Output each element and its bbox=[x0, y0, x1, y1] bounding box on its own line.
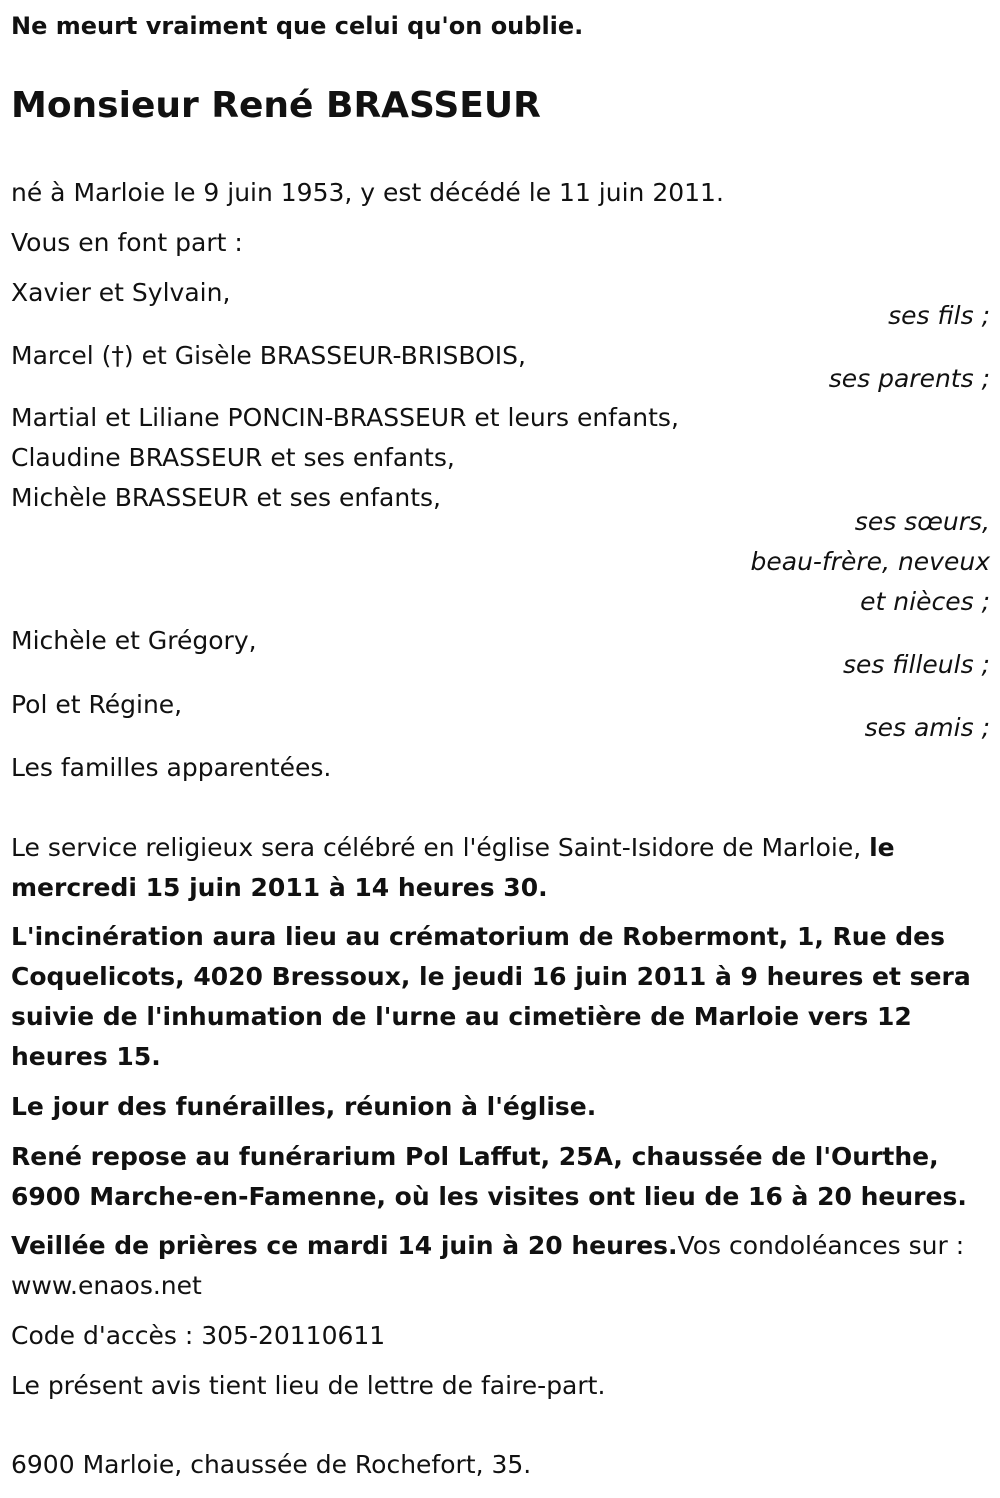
friends-names: Pol et Régine, bbox=[11, 690, 183, 719]
friends-role: ses amis ; bbox=[864, 713, 990, 742]
cremation-paragraph: L'incinération aura lieu au crématorium de Robermont, 1, Rue des Coquelicots, 4020 Bressoux, le jeudi 16 juin 2011 à 9 heures et sera suivie de l'inhumation de l'urne au cimetière de Marloie vers 12 heures 15. bbox=[11, 922, 971, 1071]
birth-death-line: né à Marloie le 9 juin 1953, y est décédé le 11 juin 2011. bbox=[11, 178, 724, 207]
parents-role: ses parents ; bbox=[828, 364, 990, 393]
vigil-paragraph bbox=[11, 1226, 991, 1306]
siblings-role-1: ses sœurs, bbox=[854, 507, 990, 536]
deceased-name: Monsieur René BRASSEUR bbox=[11, 85, 541, 126]
siblings-role-3: et nièces ; bbox=[860, 587, 990, 616]
siblings-role-2: beau-frère, neveux bbox=[750, 547, 990, 576]
godchildren-role: ses filleuls ; bbox=[843, 650, 990, 679]
address-line: 6900 Marloie, chaussée de Rochefort, 35. bbox=[11, 1450, 532, 1479]
motto: Ne meurt vraiment que celui qu'on oublie. bbox=[11, 12, 584, 40]
service-text: Le service religieux sera célébré en l'église Saint-Isidore de Marloie, bbox=[11, 833, 870, 862]
siblings-name-2: Claudine BRASSEUR et ses enfants, bbox=[11, 443, 455, 472]
rest-paragraph: René repose au funérarium Pol Laffut, 25A, chaussée de l'Ourthe, 6900 Marche-en-Famenne, où les visites ont lieu de 16 à 20 heures. bbox=[11, 1142, 967, 1211]
siblings-name-3: Michèle BRASSEUR et ses enfants, bbox=[11, 483, 441, 512]
service-paragraph bbox=[11, 828, 991, 908]
vigil-text: Veillée de prières ce mardi 14 juin à 20 heures. bbox=[11, 1231, 678, 1260]
announce-intro: Vous en font part : bbox=[11, 228, 243, 257]
condolences-text: Vos condoléances sur : www.enaos.net bbox=[11, 1231, 965, 1300]
service-date: le mercredi 15 juin 2011 à 14 heures 30. bbox=[11, 833, 895, 902]
access-code: Code d'accès : 305-20110611 bbox=[11, 1321, 386, 1350]
relatives-line: Les familles apparentées. bbox=[11, 753, 332, 782]
parents-names: Marcel (†) et Gisèle BRASSEUR-BRISBOIS, bbox=[11, 341, 526, 370]
meeting-line: Le jour des funérailles, réunion à l'église. bbox=[11, 1092, 597, 1121]
godchildren-names: Michèle et Grégory, bbox=[11, 626, 257, 655]
notice-line: Le présent avis tient lieu de lettre de faire-part. bbox=[11, 1371, 606, 1400]
sons-role: ses fils ; bbox=[888, 301, 990, 330]
siblings-name-1: Martial et Liliane PONCIN-BRASSEUR et leurs enfants, bbox=[11, 403, 679, 432]
sons-names: Xavier et Sylvain, bbox=[11, 278, 231, 307]
